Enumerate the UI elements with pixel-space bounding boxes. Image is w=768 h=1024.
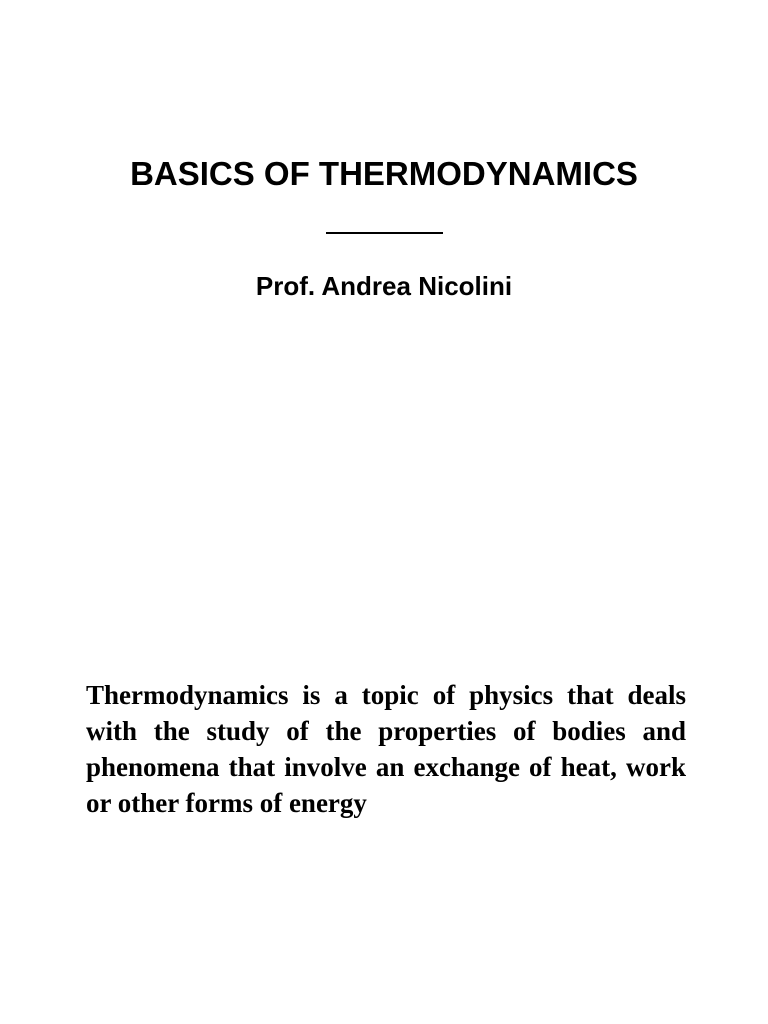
- intro-paragraph: Thermodynamics is a topic of physics that deals with the study of the properties of bodies and phenomena that involve an exchange of heat, work or other forms of energy: [86, 680, 686, 818]
- title-divider: [326, 232, 443, 234]
- document-title: BASICS OF THERMODYNAMICS: [130, 155, 638, 192]
- author-name: Prof. Andrea Nicolini: [255, 271, 513, 301]
